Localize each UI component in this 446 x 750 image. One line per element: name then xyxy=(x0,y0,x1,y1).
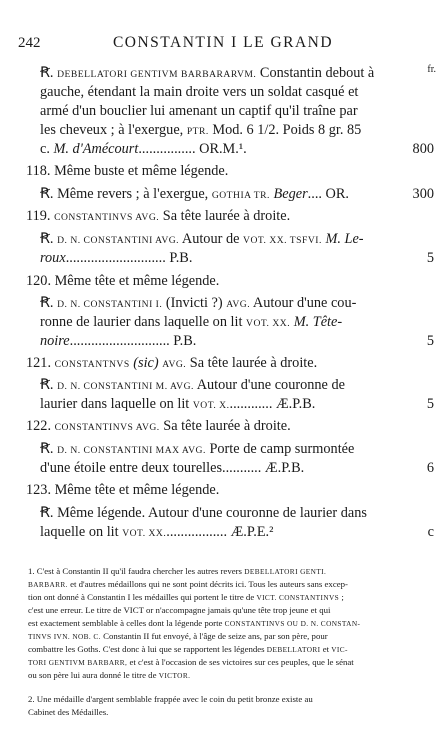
entry-118-reverse: Ꞧ. Même revers ; à l'exergue, GOTHIA TR. Beger.... OR. xyxy=(40,186,349,202)
entry-117-price: 800 xyxy=(412,141,434,157)
entry-121-reverse-2: laurier dans laquelle on lit VOT. X............. Æ.P.B. xyxy=(40,396,316,412)
entry-120-reverse-1: Ꞧ. D. N. CONSTANTINI I. (Invicti ?) AVG. Autour d'une cou- xyxy=(40,295,357,311)
footnote-1-line-3: tion ont donné à Constantin I les médailles qui portent le titre de VICT. CONSTANTINVS ; xyxy=(28,592,344,602)
entry-117-line-3: armé d'un bouclier lui amenant un captif qu'il traîne par xyxy=(40,103,358,119)
entry-119-reverse-2: roux............................ P.B. xyxy=(40,250,193,266)
footnote-1-line-5: est exactement semblable à celles dont la légende porte CONSTANTINVS OU D. N. CONSTAN- xyxy=(28,618,361,628)
running-title: CONSTANTIN I LE GRAND xyxy=(112,34,334,51)
entry-119-reverse-1: Ꞧ. D. N. CONSTANTINI AVG. Autour de VOT. XX. TSFVI. M. Le- xyxy=(40,231,364,247)
entry-119-price: 5 xyxy=(426,250,434,266)
entry-120-price: 5 xyxy=(426,333,434,349)
entry-117-line-4: les cheveux ; à l'exergue, PTR. Mod. 6 1/2. Poids 8 gr. 85 xyxy=(40,122,362,138)
entry-120-heading: 120. Même tête et même légende. xyxy=(26,273,220,289)
footnote-1-line-8: TORI GENTIVM BARBARR, et c'est à l'occasion de ses victoires sur ces peuples, que le sénat xyxy=(28,657,354,667)
footnote-1-line-1: 1. C'est à Constantin II qu'il faudra chercher les autres revers DEBELLATORI GENTI. xyxy=(28,566,327,576)
entry-122-price: 6 xyxy=(426,460,434,476)
entry-118-price: 300 xyxy=(412,186,434,202)
entry-122-reverse-1: Ꞧ. D. N. CONSTANTINI MAX AVG. Porte de camp surmontée xyxy=(40,441,355,457)
entry-119-heading: 119. CONSTANTINVS AVG. Sa tête laurée à droite. xyxy=(26,208,291,224)
entry-122-reverse-2: d'une étoile entre deux tourelles........... Æ.P.B. xyxy=(40,460,305,476)
entry-117-line-5: c. M. d'Amécourt................ OR.M.¹. xyxy=(40,141,247,157)
entry-121-price: 5 xyxy=(426,396,434,412)
footnote-1-line-4: c'est une erreur. Le titre de VICT or n'accompagne jamais qu'une tête trop jeune et qui xyxy=(28,605,331,615)
footnote-1-line-2: BARBARR. et d'autres médaillons qui ne sont point décrits ici. Tous les auteurs sans excep- xyxy=(28,579,348,589)
footnote-1-line-6: TINVS IVN. NOB. C. Constantin II fut envoyé, à l'âge de seize ans, par son père, pour xyxy=(28,631,328,641)
page-number: 242 xyxy=(18,35,41,51)
entry-123-reverse-1: Ꞧ. Même légende. Autour d'une couronne de laurier dans xyxy=(40,505,367,521)
entry-120-reverse-3: noire............................ P.B. xyxy=(40,333,197,349)
entry-123-price: c xyxy=(427,524,434,540)
footnote-1-line-9: ou son père lui aura donné le titre de VICTOR. xyxy=(28,670,191,680)
entry-117-line-1: Ꞧ. DEBELLATORI GENTIVM BARBARARVM. Constantin debout à xyxy=(40,65,375,81)
footnote-2-line-1: 2. Une médaille d'argent semblable frappée avec le coin du petit bronze existe au xyxy=(28,694,313,704)
footnote-2-line-2: Cabinet des Médailles. xyxy=(28,707,109,717)
footnote-1-line-7: combattre les Goths. C'est donc à lui que se rapportent les légendes DEBELLATORI et VIC- xyxy=(28,644,348,654)
entry-121-heading: 121. CONSTANTNVS (sic) AVG. Sa tête laurée à droite. xyxy=(26,355,318,371)
entry-117-line-2: gauche, étendant la main droite vers un soldat casqué et xyxy=(40,84,359,100)
entry-120-reverse-2: ronne de laurier dans laquelle on lit VOT. XX. M. Tête- xyxy=(40,314,343,330)
entry-121-reverse-1: Ꞧ. D. N. CONSTANTINI M. AVG. Autour d'une couronne de xyxy=(40,377,345,393)
entry-123-heading: 123. Même tête et même légende. xyxy=(26,482,220,498)
entry-123-reverse-2: laquelle on lit VOT. XX.................. Æ.P.E.² xyxy=(40,524,274,540)
margin-note: fr. xyxy=(427,64,436,75)
entry-122-heading: 122. CONSTANTINVS AVG. Sa tête laurée à droite. xyxy=(26,418,291,434)
entry-118-heading: 118. Même buste et même légende. xyxy=(26,163,229,179)
